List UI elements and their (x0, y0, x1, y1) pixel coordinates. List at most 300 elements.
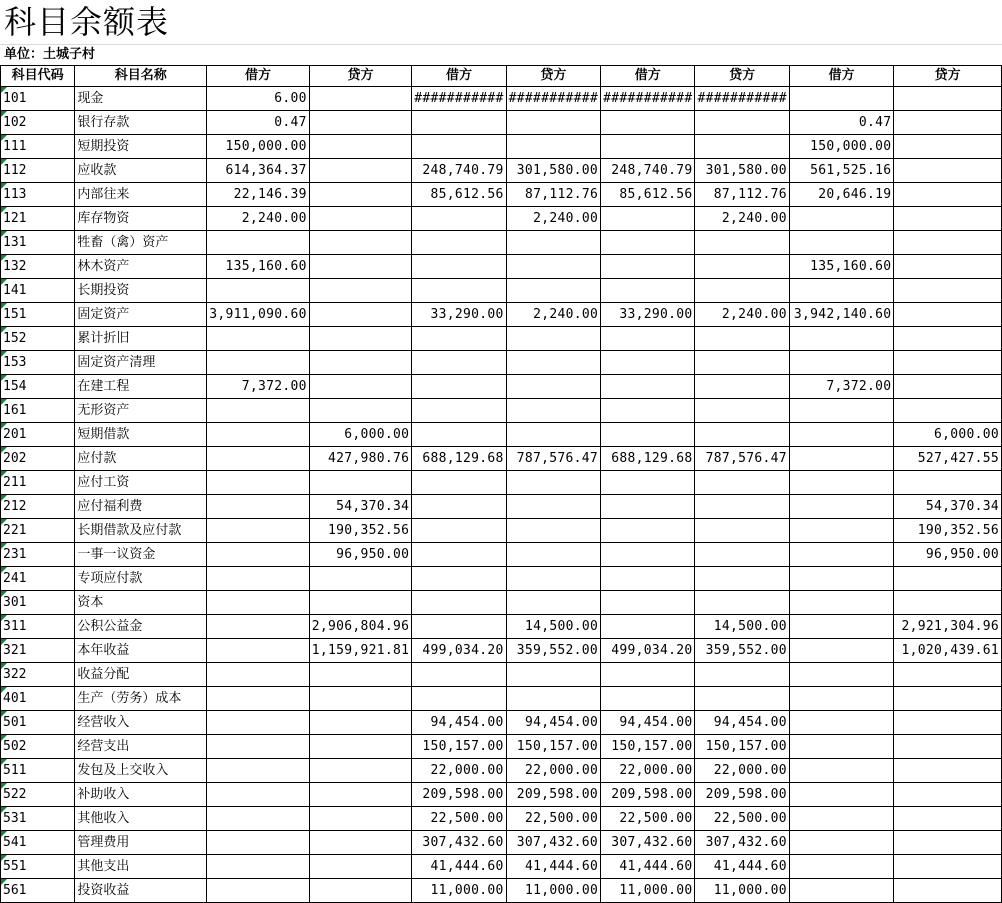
cell-closing-credit[interactable]: 527,427.55 (894, 447, 1002, 471)
cell-code[interactable]: 121 (1, 207, 75, 231)
cell-period-debit[interactable] (412, 423, 506, 447)
cell-opening-credit[interactable]: 190,352.56 (309, 519, 412, 543)
cell-period-credit[interactable]: 41,444.60 (506, 855, 600, 879)
cell-opening-credit[interactable] (309, 351, 412, 375)
cell-cumulative-debit[interactable] (601, 399, 695, 423)
cell-opening-credit[interactable] (309, 327, 412, 351)
cell-name[interactable]: 银行存款 (75, 111, 207, 135)
cell-closing-credit[interactable] (894, 375, 1002, 399)
cell-code[interactable]: 161 (1, 399, 75, 423)
cell-name[interactable]: 应付工资 (75, 471, 207, 495)
cell-code[interactable]: 541 (1, 831, 75, 855)
cell-closing-credit[interactable] (894, 663, 1002, 687)
cell-cumulative-credit[interactable] (695, 591, 789, 615)
cell-opening-credit[interactable]: 427,980.76 (309, 447, 412, 471)
cell-opening-debit[interactable]: 3,911,090.60 (207, 303, 310, 327)
cell-cumulative-debit[interactable] (601, 423, 695, 447)
cell-cumulative-credit[interactable]: 41,444.60 (695, 855, 789, 879)
cell-name[interactable]: 累计折旧 (75, 327, 207, 351)
cell-cumulative-credit[interactable] (695, 687, 789, 711)
cell-closing-debit[interactable] (789, 711, 893, 735)
cell-closing-debit[interactable] (789, 423, 893, 447)
cell-period-debit[interactable] (412, 207, 506, 231)
cell-period-debit[interactable]: 307,432.60 (412, 831, 506, 855)
cell-cumulative-credit[interactable]: 209,598.00 (695, 783, 789, 807)
cell-closing-credit[interactable] (894, 279, 1002, 303)
cell-opening-credit[interactable] (309, 759, 412, 783)
cell-opening-credit[interactable] (309, 111, 412, 135)
header-code[interactable]: 科目代码 (1, 66, 75, 87)
cell-code[interactable]: 101 (1, 87, 75, 111)
header-opening-credit[interactable]: 贷方 (309, 66, 412, 87)
cell-period-credit[interactable]: 150,157.00 (506, 735, 600, 759)
cell-closing-debit[interactable]: 7,372.00 (789, 375, 893, 399)
cell-opening-debit[interactable] (207, 615, 310, 639)
cell-opening-credit[interactable] (309, 831, 412, 855)
cell-name[interactable]: 长期投资 (75, 279, 207, 303)
cell-cumulative-debit[interactable]: 11,000.00 (601, 879, 695, 903)
cell-period-credit[interactable]: 787,576.47 (506, 447, 600, 471)
cell-period-debit[interactable] (412, 111, 506, 135)
cell-period-debit[interactable]: 33,290.00 (412, 303, 506, 327)
cell-name[interactable]: 发包及上交收入 (75, 759, 207, 783)
cell-name[interactable]: 其他收入 (75, 807, 207, 831)
cell-closing-credit[interactable] (894, 759, 1002, 783)
cell-period-debit[interactable]: 22,500.00 (412, 807, 506, 831)
cell-code[interactable]: 132 (1, 255, 75, 279)
cell-opening-debit[interactable]: 7,372.00 (207, 375, 310, 399)
cell-period-credit[interactable] (506, 519, 600, 543)
cell-closing-debit[interactable] (789, 495, 893, 519)
cell-cumulative-debit[interactable] (601, 135, 695, 159)
header-opening-debit[interactable]: 借方 (207, 66, 310, 87)
cell-name[interactable]: 短期借款 (75, 423, 207, 447)
cell-opening-debit[interactable] (207, 807, 310, 831)
cell-closing-credit[interactable] (894, 207, 1002, 231)
cell-name[interactable]: 经营支出 (75, 735, 207, 759)
cell-closing-debit[interactable]: 561,525.16 (789, 159, 893, 183)
cell-cumulative-debit[interactable] (601, 567, 695, 591)
cell-closing-debit[interactable] (789, 87, 893, 111)
cell-closing-debit[interactable]: 3,942,140.60 (789, 303, 893, 327)
cell-code[interactable]: 301 (1, 591, 75, 615)
cell-period-credit[interactable]: 2,240.00 (506, 303, 600, 327)
cell-name[interactable]: 生产（劳务）成本 (75, 687, 207, 711)
cell-period-credit[interactable]: 22,000.00 (506, 759, 600, 783)
cell-cumulative-credit[interactable]: 307,432.60 (695, 831, 789, 855)
cell-cumulative-credit[interactable] (695, 567, 789, 591)
cell-closing-debit[interactable] (789, 351, 893, 375)
cell-period-credit[interactable] (506, 255, 600, 279)
header-period-debit[interactable]: 借方 (412, 66, 506, 87)
cell-opening-debit[interactable] (207, 759, 310, 783)
cell-opening-debit[interactable] (207, 591, 310, 615)
cell-cumulative-debit[interactable] (601, 207, 695, 231)
cell-opening-credit[interactable] (309, 255, 412, 279)
cell-code[interactable]: 212 (1, 495, 75, 519)
cell-closing-debit[interactable] (789, 231, 893, 255)
cell-opening-debit[interactable]: 22,146.39 (207, 183, 310, 207)
cell-code[interactable]: 551 (1, 855, 75, 879)
cell-period-debit[interactable]: 41,444.60 (412, 855, 506, 879)
cell-closing-credit[interactable]: 54,370.34 (894, 495, 1002, 519)
cell-cumulative-credit[interactable] (695, 495, 789, 519)
cell-name[interactable]: 公积公益金 (75, 615, 207, 639)
cell-code[interactable]: 113 (1, 183, 75, 207)
cell-closing-credit[interactable] (894, 399, 1002, 423)
cell-closing-credit[interactable] (894, 183, 1002, 207)
cell-period-credit[interactable] (506, 399, 600, 423)
cell-period-debit[interactable] (412, 567, 506, 591)
cell-opening-credit[interactable] (309, 783, 412, 807)
cell-closing-credit[interactable] (894, 87, 1002, 111)
cell-period-credit[interactable] (506, 375, 600, 399)
cell-period-debit[interactable]: 248,740.79 (412, 159, 506, 183)
cell-name[interactable]: 内部往来 (75, 183, 207, 207)
header-name[interactable]: 科目名称 (75, 66, 207, 87)
cell-period-credit[interactable]: 14,500.00 (506, 615, 600, 639)
cell-code[interactable]: 321 (1, 639, 75, 663)
cell-code[interactable]: 151 (1, 303, 75, 327)
cell-cumulative-credit[interactable]: 787,576.47 (695, 447, 789, 471)
cell-closing-debit[interactable] (789, 783, 893, 807)
cell-opening-debit[interactable]: 135,160.60 (207, 255, 310, 279)
cell-period-debit[interactable]: 499,034.20 (412, 639, 506, 663)
cell-closing-debit[interactable]: 150,000.00 (789, 135, 893, 159)
cell-opening-credit[interactable] (309, 735, 412, 759)
cell-period-credit[interactable] (506, 567, 600, 591)
cell-closing-debit[interactable] (789, 519, 893, 543)
cell-period-debit[interactable] (412, 279, 506, 303)
cell-opening-credit[interactable] (309, 231, 412, 255)
cell-period-debit[interactable] (412, 399, 506, 423)
cell-period-debit[interactable] (412, 519, 506, 543)
cell-closing-debit[interactable] (789, 615, 893, 639)
cell-name[interactable]: 牲畜（禽）资产 (75, 231, 207, 255)
cell-name[interactable]: 专项应付款 (75, 567, 207, 591)
cell-code[interactable]: 153 (1, 351, 75, 375)
cell-opening-credit[interactable] (309, 399, 412, 423)
cell-closing-credit[interactable] (894, 303, 1002, 327)
cell-opening-debit[interactable] (207, 231, 310, 255)
cell-cumulative-credit[interactable] (695, 663, 789, 687)
cell-code[interactable]: 131 (1, 231, 75, 255)
cell-name[interactable]: 其他支出 (75, 855, 207, 879)
cell-closing-credit[interactable] (894, 735, 1002, 759)
cell-period-credit[interactable]: 22,500.00 (506, 807, 600, 831)
cell-code[interactable]: 501 (1, 711, 75, 735)
cell-cumulative-credit[interactable] (695, 279, 789, 303)
cell-cumulative-credit[interactable] (695, 471, 789, 495)
cell-period-credit[interactable]: 359,552.00 (506, 639, 600, 663)
cell-opening-debit[interactable] (207, 879, 310, 903)
cell-cumulative-debit[interactable]: 41,444.60 (601, 855, 695, 879)
cell-opening-debit[interactable] (207, 639, 310, 663)
cell-cumulative-debit[interactable] (601, 543, 695, 567)
cell-cumulative-credit[interactable]: 11,000.00 (695, 879, 789, 903)
cell-code[interactable]: 102 (1, 111, 75, 135)
cell-period-debit[interactable] (412, 327, 506, 351)
cell-cumulative-credit[interactable] (695, 327, 789, 351)
cell-closing-debit[interactable] (789, 663, 893, 687)
cell-name[interactable]: 本年收益 (75, 639, 207, 663)
cell-period-debit[interactable] (412, 135, 506, 159)
cell-opening-credit[interactable] (309, 591, 412, 615)
cell-cumulative-credit[interactable] (695, 375, 789, 399)
cell-period-debit[interactable] (412, 591, 506, 615)
cell-cumulative-debit[interactable] (601, 231, 695, 255)
cell-closing-debit[interactable] (789, 807, 893, 831)
cell-cumulative-credit[interactable] (695, 255, 789, 279)
cell-cumulative-credit[interactable]: 22,000.00 (695, 759, 789, 783)
cell-name[interactable]: 库存物资 (75, 207, 207, 231)
cell-closing-debit[interactable] (789, 279, 893, 303)
cell-period-debit[interactable] (412, 687, 506, 711)
cell-period-credit[interactable] (506, 543, 600, 567)
cell-period-credit[interactable]: 2,240.00 (506, 207, 600, 231)
cell-name[interactable]: 一事一议资金 (75, 543, 207, 567)
cell-period-credit[interactable] (506, 495, 600, 519)
cell-cumulative-debit[interactable] (601, 615, 695, 639)
cell-cumulative-debit[interactable]: 33,290.00 (601, 303, 695, 327)
cell-opening-debit[interactable] (207, 543, 310, 567)
cell-closing-credit[interactable] (894, 231, 1002, 255)
cell-cumulative-debit[interactable] (601, 471, 695, 495)
cell-closing-credit[interactable] (894, 159, 1002, 183)
cell-cumulative-debit[interactable] (601, 519, 695, 543)
cell-opening-credit[interactable] (309, 879, 412, 903)
cell-name[interactable]: 在建工程 (75, 375, 207, 399)
cell-opening-debit[interactable] (207, 567, 310, 591)
cell-cumulative-credit[interactable]: 22,500.00 (695, 807, 789, 831)
cell-opening-credit[interactable] (309, 183, 412, 207)
cell-period-debit[interactable]: 688,129.68 (412, 447, 506, 471)
cell-name[interactable]: 应付款 (75, 447, 207, 471)
cell-name[interactable]: 资本 (75, 591, 207, 615)
cell-cumulative-credit[interactable] (695, 351, 789, 375)
cell-closing-debit[interactable] (789, 447, 893, 471)
cell-closing-credit[interactable] (894, 855, 1002, 879)
cell-opening-credit[interactable] (309, 687, 412, 711)
cell-code[interactable]: 211 (1, 471, 75, 495)
header-period-credit[interactable]: 贷方 (506, 66, 600, 87)
cell-period-debit[interactable]: 22,000.00 (412, 759, 506, 783)
cell-closing-credit[interactable] (894, 471, 1002, 495)
cell-opening-debit[interactable] (207, 399, 310, 423)
cell-period-credit[interactable] (506, 687, 600, 711)
cell-closing-credit[interactable]: 96,950.00 (894, 543, 1002, 567)
cell-opening-credit[interactable]: 96,950.00 (309, 543, 412, 567)
cell-opening-debit[interactable]: 0.47 (207, 111, 310, 135)
cell-period-credit[interactable]: 209,598.00 (506, 783, 600, 807)
cell-closing-credit[interactable] (894, 111, 1002, 135)
cell-code[interactable]: 231 (1, 543, 75, 567)
cell-period-credit[interactable]: 301,580.00 (506, 159, 600, 183)
cell-closing-credit[interactable]: 190,352.56 (894, 519, 1002, 543)
cell-closing-debit[interactable]: 20,646.19 (789, 183, 893, 207)
cell-opening-debit[interactable]: 614,364.37 (207, 159, 310, 183)
cell-closing-debit[interactable]: 0.47 (789, 111, 893, 135)
cell-closing-debit[interactable] (789, 735, 893, 759)
cell-opening-credit[interactable] (309, 807, 412, 831)
cell-period-debit[interactable] (412, 375, 506, 399)
cell-closing-debit[interactable] (789, 591, 893, 615)
cell-period-debit[interactable]: 209,598.00 (412, 783, 506, 807)
cell-cumulative-debit[interactable]: 307,432.60 (601, 831, 695, 855)
cell-period-credit[interactable]: 11,000.00 (506, 879, 600, 903)
cell-period-credit[interactable] (506, 111, 600, 135)
cell-opening-debit[interactable] (207, 519, 310, 543)
cell-cumulative-debit[interactable]: 248,740.79 (601, 159, 695, 183)
cell-code[interactable]: 111 (1, 135, 75, 159)
cell-opening-credit[interactable] (309, 279, 412, 303)
cell-name[interactable]: 管理费用 (75, 831, 207, 855)
cell-name[interactable]: 收益分配 (75, 663, 207, 687)
cell-code[interactable]: 241 (1, 567, 75, 591)
cell-cumulative-debit[interactable]: ########### (601, 87, 695, 111)
cell-opening-credit[interactable] (309, 135, 412, 159)
cell-closing-credit[interactable] (894, 687, 1002, 711)
cell-code[interactable]: 152 (1, 327, 75, 351)
cell-opening-credit[interactable] (309, 375, 412, 399)
cell-cumulative-credit[interactable]: 301,580.00 (695, 159, 789, 183)
cell-opening-credit[interactable] (309, 87, 412, 111)
cell-period-debit[interactable]: 85,612.56 (412, 183, 506, 207)
cell-cumulative-credit[interactable]: 14,500.00 (695, 615, 789, 639)
cell-opening-debit[interactable] (207, 279, 310, 303)
cell-opening-debit[interactable] (207, 855, 310, 879)
cell-opening-debit[interactable] (207, 687, 310, 711)
cell-opening-debit[interactable] (207, 495, 310, 519)
cell-closing-credit[interactable] (894, 879, 1002, 903)
cell-opening-credit[interactable] (309, 711, 412, 735)
cell-closing-credit[interactable]: 2,921,304.96 (894, 615, 1002, 639)
cell-cumulative-debit[interactable] (601, 375, 695, 399)
cell-opening-credit[interactable] (309, 159, 412, 183)
cell-period-debit[interactable] (412, 663, 506, 687)
cell-opening-credit[interactable] (309, 303, 412, 327)
cell-period-credit[interactable] (506, 351, 600, 375)
cell-code[interactable]: 401 (1, 687, 75, 711)
cell-closing-debit[interactable]: 135,160.60 (789, 255, 893, 279)
cell-opening-credit[interactable]: 1,159,921.81 (309, 639, 412, 663)
cell-closing-debit[interactable] (789, 399, 893, 423)
cell-code[interactable]: 561 (1, 879, 75, 903)
cell-closing-debit[interactable] (789, 543, 893, 567)
header-cumulative-debit[interactable]: 借方 (601, 66, 695, 87)
cell-code[interactable]: 202 (1, 447, 75, 471)
cell-period-debit[interactable]: 150,157.00 (412, 735, 506, 759)
cell-code[interactable]: 511 (1, 759, 75, 783)
cell-cumulative-credit[interactable] (695, 231, 789, 255)
cell-code[interactable]: 322 (1, 663, 75, 687)
cell-opening-debit[interactable]: 6.00 (207, 87, 310, 111)
cell-period-debit[interactable] (412, 351, 506, 375)
cell-period-credit[interactable] (506, 471, 600, 495)
cell-closing-credit[interactable] (894, 351, 1002, 375)
cell-cumulative-debit[interactable] (601, 327, 695, 351)
cell-opening-credit[interactable] (309, 471, 412, 495)
cell-cumulative-credit[interactable] (695, 111, 789, 135)
cell-cumulative-debit[interactable]: 150,157.00 (601, 735, 695, 759)
cell-name[interactable]: 投资收益 (75, 879, 207, 903)
cell-closing-credit[interactable] (894, 255, 1002, 279)
cell-cumulative-credit[interactable] (695, 399, 789, 423)
cell-name[interactable]: 固定资产 (75, 303, 207, 327)
cell-period-debit[interactable] (412, 615, 506, 639)
cell-period-credit[interactable] (506, 423, 600, 447)
cell-name[interactable]: 无形资产 (75, 399, 207, 423)
cell-closing-credit[interactable]: 1,020,439.61 (894, 639, 1002, 663)
cell-cumulative-debit[interactable]: 209,598.00 (601, 783, 695, 807)
cell-period-debit[interactable]: 11,000.00 (412, 879, 506, 903)
cell-closing-credit[interactable] (894, 783, 1002, 807)
cell-period-credit[interactable] (506, 327, 600, 351)
cell-closing-debit[interactable] (789, 759, 893, 783)
cell-period-credit[interactable] (506, 279, 600, 303)
cell-cumulative-credit[interactable]: 94,454.00 (695, 711, 789, 735)
cell-code[interactable]: 531 (1, 807, 75, 831)
cell-cumulative-debit[interactable]: 94,454.00 (601, 711, 695, 735)
cell-period-debit[interactable] (412, 255, 506, 279)
cell-opening-credit[interactable] (309, 567, 412, 591)
cell-code[interactable]: 311 (1, 615, 75, 639)
cell-cumulative-debit[interactable]: 22,500.00 (601, 807, 695, 831)
cell-opening-debit[interactable] (207, 711, 310, 735)
cell-closing-debit[interactable] (789, 207, 893, 231)
cell-period-debit[interactable] (412, 543, 506, 567)
cell-cumulative-credit[interactable]: ########### (695, 87, 789, 111)
cell-cumulative-credit[interactable] (695, 519, 789, 543)
cell-period-debit[interactable] (412, 231, 506, 255)
cell-period-credit[interactable] (506, 231, 600, 255)
cell-cumulative-debit[interactable] (601, 495, 695, 519)
cell-opening-debit[interactable] (207, 423, 310, 447)
cell-cumulative-debit[interactable] (601, 591, 695, 615)
cell-name[interactable]: 短期投资 (75, 135, 207, 159)
cell-period-credit[interactable]: 87,112.76 (506, 183, 600, 207)
cell-name[interactable]: 现金 (75, 87, 207, 111)
cell-period-credit[interactable] (506, 663, 600, 687)
header-cumulative-credit[interactable]: 贷方 (695, 66, 789, 87)
cell-closing-credit[interactable] (894, 327, 1002, 351)
cell-name[interactable]: 长期借款及应付款 (75, 519, 207, 543)
cell-period-debit[interactable] (412, 495, 506, 519)
cell-opening-credit[interactable] (309, 207, 412, 231)
cell-opening-debit[interactable] (207, 735, 310, 759)
cell-opening-credit[interactable] (309, 663, 412, 687)
cell-period-credit[interactable]: 94,454.00 (506, 711, 600, 735)
cell-cumulative-debit[interactable]: 22,000.00 (601, 759, 695, 783)
cell-period-debit[interactable]: 94,454.00 (412, 711, 506, 735)
cell-closing-credit[interactable] (894, 135, 1002, 159)
cell-opening-credit[interactable]: 6,000.00 (309, 423, 412, 447)
cell-cumulative-credit[interactable]: 359,552.00 (695, 639, 789, 663)
cell-period-debit[interactable]: ########### (412, 87, 506, 111)
cell-cumulative-debit[interactable] (601, 687, 695, 711)
cell-cumulative-debit[interactable]: 688,129.68 (601, 447, 695, 471)
cell-closing-debit[interactable] (789, 831, 893, 855)
cell-closing-credit[interactable]: 6,000.00 (894, 423, 1002, 447)
cell-closing-debit[interactable] (789, 567, 893, 591)
cell-cumulative-credit[interactable] (695, 423, 789, 447)
cell-opening-debit[interactable] (207, 327, 310, 351)
cell-name[interactable]: 补助收入 (75, 783, 207, 807)
cell-opening-credit[interactable]: 2,906,804.96 (309, 615, 412, 639)
cell-cumulative-debit[interactable] (601, 111, 695, 135)
cell-opening-debit[interactable] (207, 471, 310, 495)
cell-code[interactable]: 502 (1, 735, 75, 759)
